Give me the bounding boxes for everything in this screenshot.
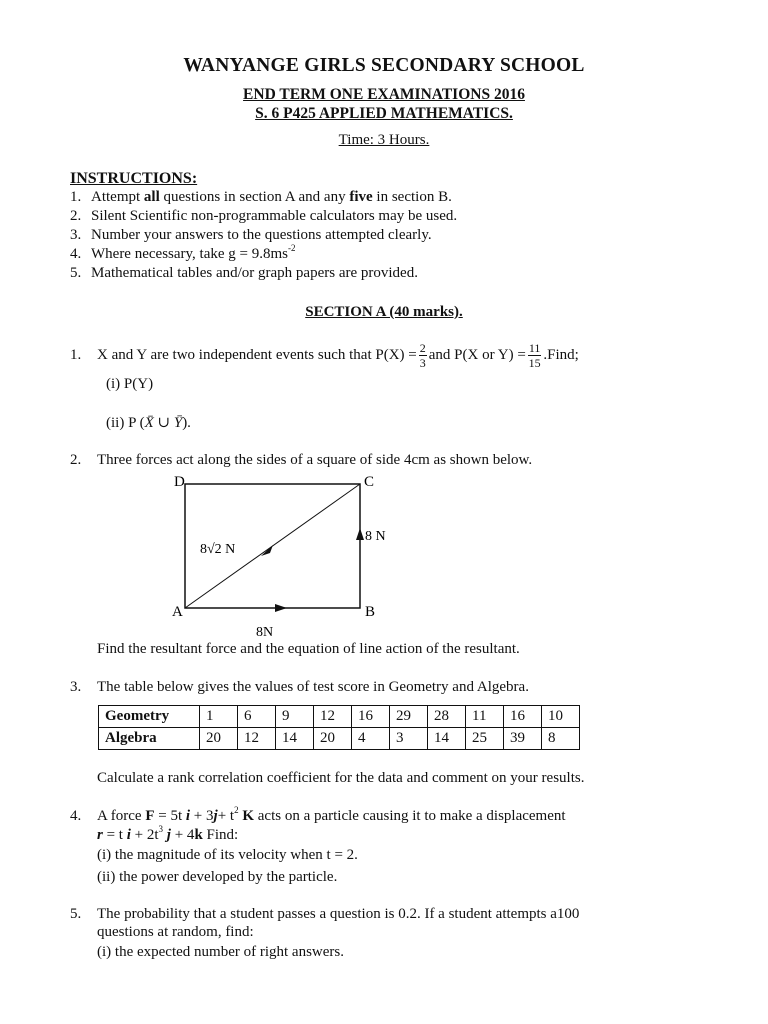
instruction-text: Mathematical tables and/or graph papers are provided.	[91, 265, 418, 281]
vector-symbol: j	[166, 827, 171, 843]
fraction-numerator: 11	[528, 341, 541, 355]
fraction-denominator: 15	[528, 356, 541, 370]
vector-symbol: r	[97, 827, 103, 843]
question-4-line-1	[70, 805, 566, 825]
question-number: 4.	[70, 808, 82, 824]
table-cell: 25	[466, 728, 504, 750]
table-cell: 6	[238, 706, 276, 728]
fraction	[419, 341, 427, 370]
question-text: The probability that a student passes a question is 0.2. If a student attempts a100	[97, 906, 580, 922]
table-cell: 11	[466, 706, 504, 728]
question-text: = t	[102, 827, 127, 843]
question-4-part-i: (i) the magnitude of its velocity when t = 2.	[97, 847, 358, 863]
table-cell: 39	[504, 728, 542, 750]
question-text: Three forces act along the sides of a square of side 4cm as shown below.	[97, 452, 533, 468]
question-5-line-1	[70, 906, 579, 923]
instruction-item	[70, 208, 457, 225]
question-4-part-ii: (ii) the power developed by the particle.	[97, 869, 338, 885]
vector-symbol: F	[145, 808, 155, 824]
instruction-item	[70, 265, 418, 282]
question-number: 5.	[70, 906, 82, 922]
instruction-number: 4.	[70, 246, 82, 262]
fraction-denominator: 3	[419, 356, 426, 370]
instruction-number: 5.	[70, 265, 82, 281]
fraction-numerator: 2	[419, 341, 426, 355]
question-number: 2.	[70, 452, 82, 468]
table-cell: 8	[542, 728, 580, 750]
table-cell: 4	[352, 728, 390, 750]
table-row	[99, 728, 580, 750]
table-cell: 16	[504, 706, 542, 728]
vector-symbol: K	[238, 808, 254, 824]
question-text: The table below gives the values of test score in Geometry and Algebra.	[97, 679, 529, 695]
instruction-text: Number your answers to the questions attempted clearly.	[91, 227, 432, 243]
question-text: A force	[97, 808, 146, 824]
instruction-superscript: -2	[288, 243, 296, 253]
diagonal-force-label: 8√2 N	[200, 542, 236, 557]
question-text: + 2t	[130, 827, 159, 843]
instruction-item	[70, 189, 452, 206]
table-cell: 29	[390, 706, 428, 728]
question-1-part-i: (i) P(Y)	[106, 376, 154, 392]
instruction-text: in section B.	[372, 189, 452, 205]
instruction-number: 1.	[70, 189, 82, 205]
question-number: 1.	[70, 346, 82, 363]
vector-symbol: j	[213, 808, 218, 824]
scores-table	[98, 705, 580, 750]
instruction-item	[70, 243, 296, 263]
square-force-diagram	[160, 470, 410, 642]
part-text: (ii) P (	[106, 415, 145, 431]
diagonal-force-arrow	[261, 545, 273, 556]
instruction-bold: all	[143, 189, 160, 205]
table-cell: 20	[200, 728, 238, 750]
question-text: + 3	[190, 808, 214, 824]
paper-title: S. 6 P425 APPLIED MATHEMATICS.	[255, 105, 513, 122]
vertex-label-d: D	[174, 474, 185, 490]
table-cell: 20	[314, 728, 352, 750]
table-cell: 10	[542, 706, 580, 728]
complement-expression: X̄ ∪ Ȳ	[144, 415, 183, 431]
question-text: X and Y are two independent events such that P(X) =	[97, 346, 417, 363]
section-a-heading: SECTION A (40 marks).	[305, 304, 463, 320]
table-cell: 9	[276, 706, 314, 728]
question-text: = 5t	[154, 808, 186, 824]
ab-force-label: 8N	[256, 625, 274, 640]
vertex-label-c: C	[364, 474, 375, 490]
instruction-bold: five	[349, 189, 373, 205]
table-cell: 16	[352, 706, 390, 728]
question-text: Find:	[202, 827, 239, 843]
question-text: + t	[217, 808, 235, 824]
vector-symbol: i	[126, 827, 131, 843]
question-3-task: Calculate a rank correlation coefficient for the data and comment on your results.	[97, 770, 585, 786]
row-header: Geometry	[99, 706, 200, 728]
question-1	[70, 341, 579, 370]
instruction-text: Attempt	[91, 189, 144, 205]
question-4-line-2	[97, 824, 239, 844]
question-text: acts on a particle causing it to make a displacement	[254, 808, 566, 824]
question-5-line-2: questions at random, find:	[97, 924, 254, 940]
table-cell: 12	[314, 706, 352, 728]
exponent: 3	[158, 824, 164, 834]
instructions-heading: INSTRUCTIONS:	[70, 170, 198, 187]
table-row	[99, 706, 580, 728]
instruction-item	[70, 227, 432, 244]
instruction-number: 3.	[70, 227, 82, 243]
question-text: .Find;	[543, 346, 579, 363]
vertex-label-a: A	[172, 604, 183, 620]
instruction-text: Silent Scientific non-programmable calculators may be used.	[91, 208, 458, 224]
row-header: Algebra	[99, 728, 200, 750]
vector-symbol: k	[194, 827, 203, 843]
table-cell: 14	[276, 728, 314, 750]
instruction-number: 2.	[70, 208, 82, 224]
time-allowed: Time: 3 Hours.	[338, 132, 430, 148]
part-text: ).	[182, 415, 191, 431]
question-5-part-i: (i) the expected number of right answers.	[97, 944, 344, 960]
question-text: + 4	[170, 827, 195, 843]
table-cell: 12	[238, 728, 276, 750]
exponent: 2	[234, 805, 239, 815]
table-cell: 14	[428, 728, 466, 750]
vector-symbol: i	[185, 808, 191, 824]
vertex-label-b: B	[365, 604, 376, 620]
question-3	[70, 679, 529, 696]
table-cell: 28	[428, 706, 466, 728]
question-2	[70, 452, 532, 469]
table-cell: 3	[390, 728, 428, 750]
question-1-part-ii	[106, 413, 191, 432]
question-text: and P(X or Y) =	[428, 346, 526, 363]
school-name: WANYANGE GIRLS SECONDARY SCHOOL	[183, 55, 585, 76]
table-cell: 1	[200, 706, 238, 728]
bc-force-arrow	[356, 528, 364, 540]
fraction	[528, 341, 542, 370]
question-number: 3.	[70, 679, 82, 695]
exam-title: END TERM ONE EXAMINATIONS 2016	[243, 86, 525, 103]
question-2-task: Find the resultant force and the equation of line action of the resultant.	[97, 641, 520, 657]
instruction-text: questions in section A and any	[159, 189, 350, 205]
bc-force-label: 8 N	[365, 529, 386, 544]
ab-force-arrow	[275, 604, 287, 612]
instruction-text: Where necessary, take g = 9.8ms	[91, 246, 288, 262]
